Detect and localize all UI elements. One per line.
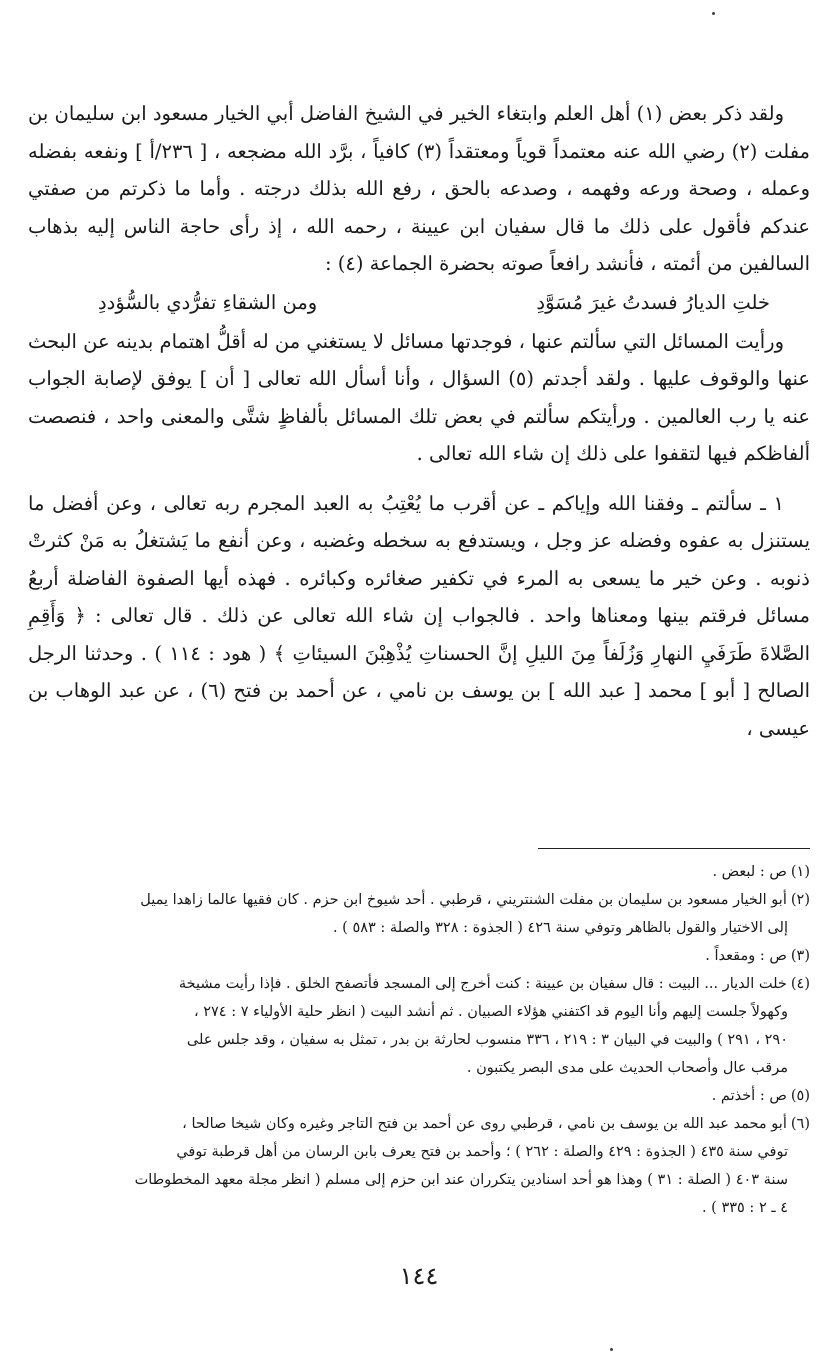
footnote-separator [538,848,810,849]
verse-second-hemistich: ومن الشقاءِ تفرُّدي بالسُّؤددِ [98,290,318,314]
footnote-number: (٤) [790,976,810,992]
footnote-3 [28,942,810,970]
footnote-text: وكهولاً جلست إليهم وأنا اليوم قد اكتفني هؤلاء الصبيان . ثم أنشد البيت ( انظر حلية الأولياء ٧ : ٢٧٤ ، [193,1004,788,1020]
footnote-text: مرقب عال وأصحاب الحديث على مدى البصر يكتبون . [466,1060,788,1076]
footnotes [28,858,810,1222]
footnote-text: أبو محمد عبد الله بن يوسف بن نامي ، قرطبي روى عن أحمد بن فتح التاجر وغيره وكان شيخا صالحا ، [182,1116,787,1132]
poetry-verse [28,283,810,323]
paragraph-answer-1: ١ ـ سألتم ـ وفقنا الله وإياكم ـ عن أقرب ما يُعْتِبُ به العبد المجرم ربه تعالى ، وعن أفضل ما يستنزل به عفوه وفضله عز وجل ، ويستدفع به سخطه وغضبه ، وعن أنفع ما يَشتغلُ به مَنْ كثرتْ ذنوبه . وعن خير ما يسعى به المرء في تكفير صغائره وكبائره . فهذه أيها الصفوة الفاضلة أربعُ مسائل فرقتم بينها ومعناها واحد . فالجواب إن شاء الله تعالى عن ذلك . قال تعالى : ﴿ وَأَقِمِ الصَّلاةَ طَرَفَيِ النهارِ وَزُلَفاً مِنَ الليلِ إنَّ الحسناتِ يُذْهِبْنَ السيئاتِ ﴾ ( هود : ١١٤ ) . وحدثنا الرجل الصالح [ أبو ] محمد [ عبد الله ] بن يوسف بن نامي ، عن أحمد بن فتح (٦) ، عن عبد الوهاب بن عيسى ، [28,491,810,740]
footnote-4 [28,970,810,1082]
footnote-5 [28,1082,810,1110]
footnote-number: (٦) [790,1116,810,1132]
footnote-text: خلت الديار ... البيت : قال سفيان بن عيينة : كنت أخرج إلى المسجد فأتصفح الخلق . فإذا رأيت مشيخة [178,976,787,992]
footnote-number: (١) [790,864,810,880]
footnote-text: توفي سنة ٤٣٥ ( الجذوة : ٤٢٩ والصلة : ٢٦٢ ) ؛ وأحمد بن فتح يعرف بابن الرسان من أهل قرطبة توفي [176,1144,788,1160]
footnote-text: أبو الخيار مسعود بن سليمان بن مفلت الشنتريني ، قرطبي . أحد شيوخ ابن حزم . كان فقيها عالما زاهدا يميل [140,892,787,908]
footnote-text: ص : أخذتم . [711,1088,787,1104]
footnote-text: سنة ٤٠٣ ( الصلة : ٣١ ) وهذا هو أحد اسنادين يتكرران عند ابن حزم إلى مسلم ( انظر مجلة معهد المخطوطات [134,1172,788,1188]
footnote-6 [28,1110,810,1222]
footnote-2 [28,886,810,942]
main-text [28,95,810,747]
footnote-number: (٢) [790,892,810,908]
speck [610,1348,613,1351]
footnote-text: إلى الاختيار والقول بالظاهر وتوفي سنة ٤٢٦ ( الجذوة : ٣٢٨ والصلة : ٥٨٣ ) . [332,920,788,936]
footnote-text: ص : ومقعداً . [705,948,787,964]
verse-first-hemistich: خلتِ الديارُ فسدتُ غيرَ مُسَوَّدِ [536,290,770,314]
footnote-number: (٣) [790,948,810,964]
footnote-1 [28,858,810,886]
paragraph-intro: ولقد ذكر بعض (١) أهل العلم وابتغاء الخير في الشيخ الفاضل أبي الخيار مسعود ابن سليمان بن مفلت (٢) رضي الله عنه معتمداً قوياً ومعتقداً (٣) كافياً ، برَّد الله مضجعه ، [ ٢٣٦/أ ] ونفعه بفضله وعمله ، وصحة ورعه وفهمه ، وصدعه بالحق ، رفع الله بذلك درجته . وأما ما ذكرتم من صفتي عندكم فأقول على ذلك ما قال سفيان ابن عيينة ، رحمه الله ، إذ رأى حاجة الناس إليه بذهاب السالفين من أئمته ، فأنشد رافعاً صوته بحضرة الجماعة (٤) : [28,102,811,275]
footnote-text: ٢٩٠ ، ٢٩١ ) والبيت في البيان ٣ : ٢١٩ ، ٣٣٦ منسوب لحارثة بن بدر ، تمثل به سفيان ، وقد جلس على [186,1032,788,1048]
footnote-number: (٥) [790,1088,810,1104]
footnote-text: ٤ ـ ٢ : ٣٣٥ ) . [701,1200,788,1216]
paragraph-questions: ورأيت المسائل التي سألتم عنها ، فوجدتها مسائل لا يستغني من له أقلُّ اهتمام بدينه عن البحث عنها والوقوف عليها . ولقد أجدتم (٥) السؤال ، وأنا أسأل الله تعالى [ أن ] يوفق لإصابة الجواب عنه يا رب العالمين . ورأيتكم سألتم في بعض تلك المسائل بألفاظٍ شتَّى والمعنى واحد ، فنصصت ألفاظكم فيها لتقفوا على ذلك إن شاء الله تعالى . [28,329,811,465]
footnote-text: ص : لبعض . [712,864,787,880]
page-number: ١٤٤ [399,1262,439,1290]
speck [712,12,715,15]
